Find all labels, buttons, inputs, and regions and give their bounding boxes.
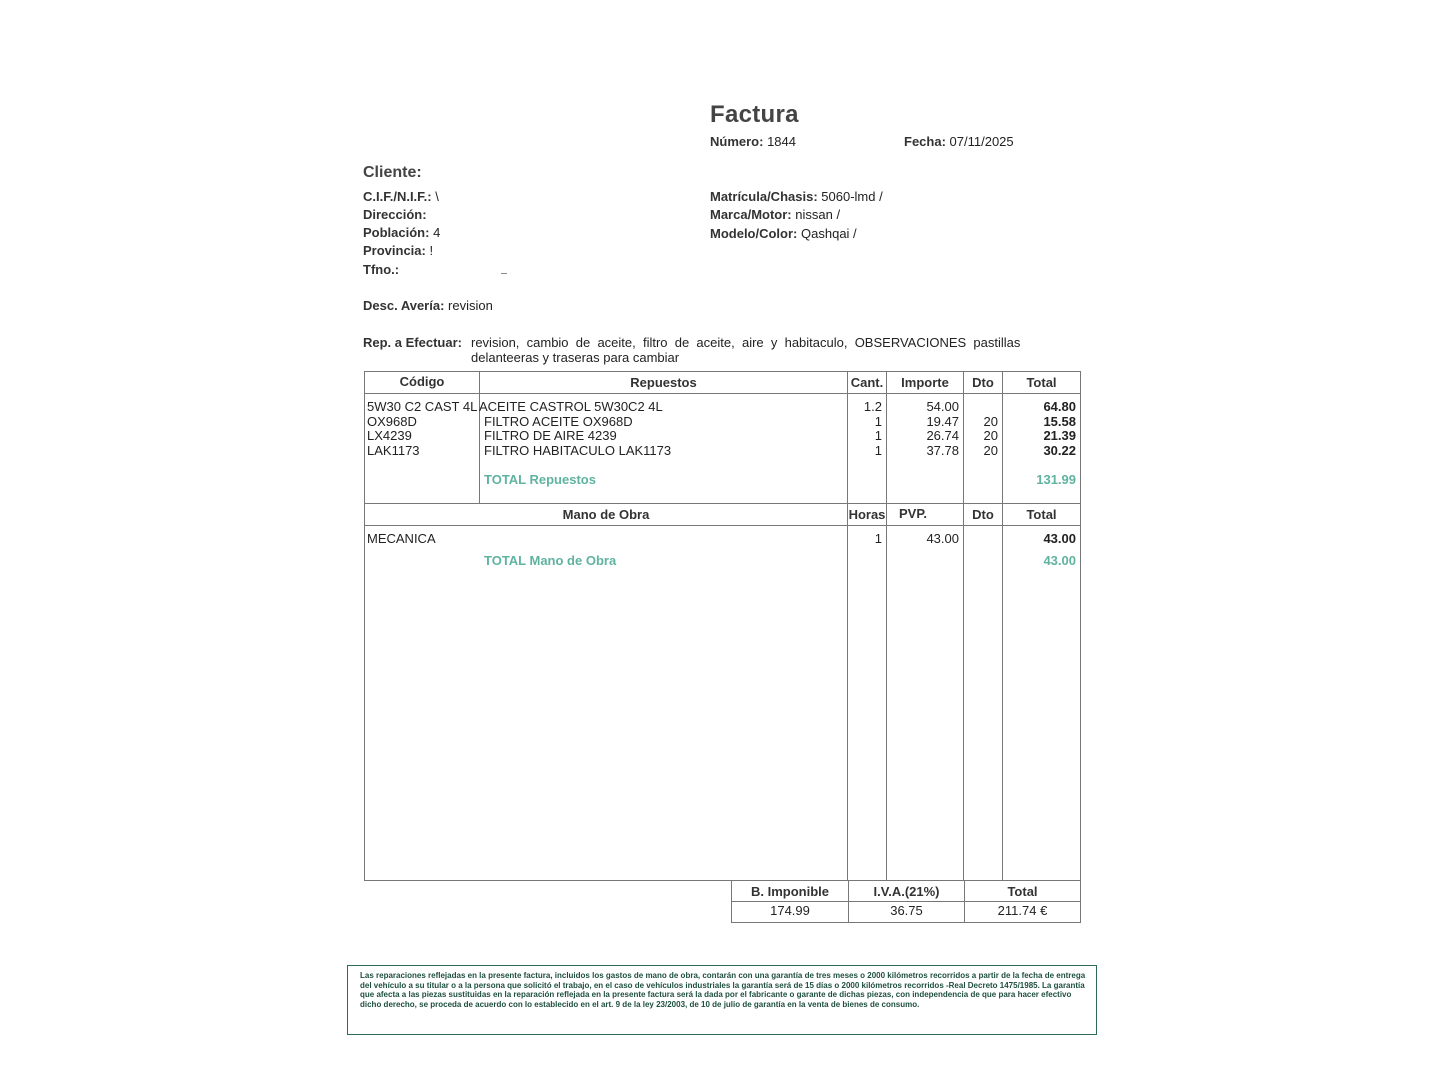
client-tfno xyxy=(363,262,399,277)
labor-total-label: TOTAL Mano de Obra xyxy=(484,553,617,568)
iva-value: 36.75 xyxy=(890,903,923,918)
base-value: 174.99 xyxy=(770,903,810,918)
part-code: OX968D xyxy=(367,413,417,429)
client-cif xyxy=(363,189,439,204)
vehicle-modelo xyxy=(710,226,857,241)
header-mano-obra: Mano de Obra xyxy=(562,507,650,522)
header-codigo: Código xyxy=(399,374,445,389)
header-repuestos: Repuestos xyxy=(630,375,697,390)
vehicle-matricula-label: Matrícula/Chasis: xyxy=(710,189,818,204)
part-price: 26.74 xyxy=(926,428,959,443)
part-qty: 1 xyxy=(874,442,882,458)
client-poblacion-label: Población: xyxy=(363,225,430,240)
part-description: FILTRO HABITACULO LAK1173 xyxy=(484,442,672,458)
part-total: 21.39 xyxy=(1043,428,1076,443)
header-labor-dto: Dto xyxy=(972,507,994,522)
part-discount: 20 xyxy=(983,428,998,443)
part-total: 30.22 xyxy=(1043,442,1076,458)
header-dto: Dto xyxy=(972,375,994,390)
vehicle-modelo-label: Modelo/Color: xyxy=(710,226,798,241)
invoice-date xyxy=(904,134,1014,149)
vehicle-matricula-value: 5060-lmd / xyxy=(821,189,883,204)
vehicle-marca-value: nissan / xyxy=(795,207,841,222)
totals-header-divider xyxy=(731,901,1081,902)
client-poblacion xyxy=(363,225,440,240)
invoice-date-label: Fecha: xyxy=(904,134,946,149)
invoice-number-label: Número: xyxy=(710,134,764,149)
part-discount: 20 xyxy=(983,442,998,458)
header-importe: Importe xyxy=(901,375,949,390)
redaction-mark xyxy=(501,273,507,274)
warranty-text: Las reparaciones reflejadas en la presente factura, incluidos los gastos de mano de obra, contarán con una garantía de tres meses o 2000 kilómetros recorridos a partir de la fecha de entrega del vehículo a su titular o a la persona que solicitó el trabajo, en el caso de vehículos industriales la garantía será de 15 días o 2000 kilómetros recorridos -Real Decreto 1475/1985. La garantía que afecta a las piezas sustituidas en la reparación reflejada en la presente factura será la dada por el fabricante o garante de dichas piezas, con independencia de que para hacer efectivo dicho derecho, se proceda de acuerdo con lo establecido en el art. 9 de la ley 23/2003, de 10 de julio de garantía en la venta de bienes de consumo. xyxy=(360,971,1086,1009)
totals-border-bottom xyxy=(731,922,1081,923)
table-border-bottom xyxy=(364,880,1080,881)
part-qty: 1 xyxy=(874,428,882,443)
warranty-footer xyxy=(347,965,1097,1035)
table-header-divider xyxy=(364,393,1080,394)
part-code: LX4239 xyxy=(367,428,412,443)
part-description: FILTRO DE AIRE 4239 xyxy=(484,428,617,443)
labor-hours: 1 xyxy=(874,531,882,546)
part-price: 54.00 xyxy=(926,399,959,414)
fault-description-value: revision xyxy=(448,298,493,313)
header-cant: Cant. xyxy=(850,375,884,390)
labor-total: 43.00 xyxy=(1043,531,1076,546)
header-labor-total: Total xyxy=(1026,507,1057,522)
client-tfno-label: Tfno.: xyxy=(363,262,400,277)
grand-total-label: Total xyxy=(1007,884,1038,899)
part-qty: 1 xyxy=(874,413,882,429)
part-description: FILTRO ACEITE OX968D xyxy=(484,413,633,429)
base-label: B. Imponible xyxy=(751,884,829,899)
part-total: 64.80 xyxy=(1043,399,1076,414)
part-price: 19.47 xyxy=(926,413,959,429)
fault-description xyxy=(363,298,493,313)
client-direccion xyxy=(363,207,427,222)
table-section-divider xyxy=(364,503,1080,504)
parts-total-value: 131.99 xyxy=(1036,472,1076,487)
header-pvp: PVP. xyxy=(899,506,927,521)
table-border-left xyxy=(364,371,365,880)
labor-price: 43.00 xyxy=(926,531,959,546)
client-provincia-label: Provincia: xyxy=(363,243,426,258)
table-border-right xyxy=(1080,371,1081,880)
grand-total-value: 211.74 € xyxy=(997,903,1048,918)
repair-line-1: revision, cambio de aceite, filtro de aceite, aire y habitaculo, OBSERVACIONES pastillas xyxy=(471,335,1021,350)
invoice-title: Factura xyxy=(710,101,799,128)
repair-label: Rep. a Efectuar: xyxy=(363,335,462,350)
client-provincia-value: ! xyxy=(429,243,434,258)
part-qty: 1.2 xyxy=(863,399,882,414)
col-divider-codigo xyxy=(479,371,480,503)
client-direccion-label: Dirección: xyxy=(363,207,427,222)
vehicle-marca xyxy=(710,207,840,222)
vehicle-marca-label: Marca/Motor: xyxy=(710,207,792,222)
part-total: 15.58 xyxy=(1043,413,1076,429)
repair-line-2: delanteeras y traseras para cambiar xyxy=(471,350,680,365)
client-cif-value: \ xyxy=(435,189,439,204)
client-cif-label: C.I.F./N.I.F.: xyxy=(363,189,432,204)
vehicle-matricula xyxy=(710,189,883,204)
labor-description: MECANICA xyxy=(367,531,436,546)
vehicle-modelo-value: Qashqai / xyxy=(801,226,857,241)
part-code: LAK1173 xyxy=(367,442,420,458)
invoice-date-value: 07/11/2025 xyxy=(949,134,1014,149)
parts-total-label: TOTAL Repuestos xyxy=(484,472,596,487)
totals-border-right xyxy=(1080,880,1081,922)
part-price: 37.78 xyxy=(926,442,959,458)
iva-label: I.V.A.(21%) xyxy=(873,884,940,899)
invoice-number xyxy=(710,134,796,149)
client-provincia xyxy=(363,243,433,258)
invoice-number-value: 1844 xyxy=(767,134,796,149)
client-heading: Cliente: xyxy=(363,164,422,181)
table-border-top xyxy=(364,371,1080,372)
part-description: ACEITE CASTROL 5W30C2 4L xyxy=(479,399,663,414)
labor-total-value: 43.00 xyxy=(1043,553,1076,568)
part-discount: 20 xyxy=(983,413,998,429)
client-poblacion-value: 4 xyxy=(433,225,441,240)
header-horas: Horas xyxy=(848,507,886,522)
part-code: 5W30 C2 CAST 4L xyxy=(367,399,478,414)
header-total: Total xyxy=(1026,375,1057,390)
table-labor-header-divider xyxy=(364,525,1080,526)
fault-description-label: Desc. Avería: xyxy=(363,298,445,313)
